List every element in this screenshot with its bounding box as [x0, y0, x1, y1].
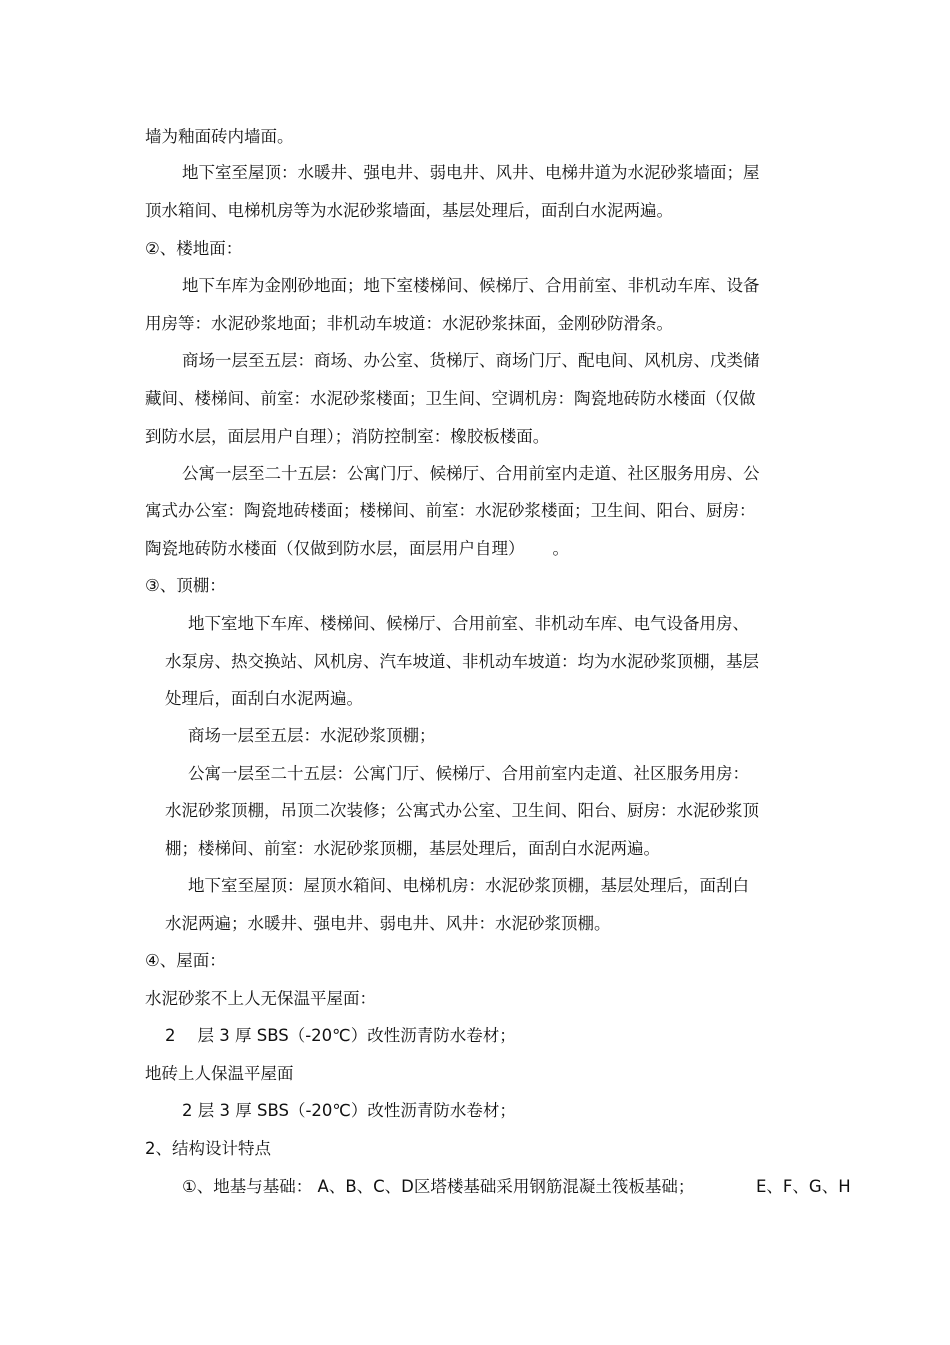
text-fragment: 陶瓷地砖防水楼面（仅做到防水层，面层用户自理）: [145, 539, 525, 558]
text-line: 寓式办公室：陶瓷地砖楼面；楼梯间、前室：水泥砂浆楼面；卫生间、阳台、厨房：: [145, 501, 756, 520]
section-heading: 2、结构设计特点: [145, 1139, 271, 1158]
text-line: [165, 1025, 516, 1047]
text-line: 水泵房、热交换站、风机房、汽车坡道、非机动车坡道：均为水泥砂浆顶棚，基层: [165, 652, 759, 671]
text-line: 墙为釉面砖内墙面。: [145, 127, 294, 146]
text-fragment: 层 3 厚 SBS（-20℃）改性沥青防水卷材；: [197, 1026, 516, 1045]
text-line: E、F、G、H: [756, 1177, 851, 1196]
text-line: 顶水箱间、电梯机房等为水泥砂浆墙面，基层处理后，面刮白水泥两遍。: [145, 201, 673, 220]
text-line: 地下室至屋顶：水暖井、强电井、弱电井、风井、电梯井道为水泥砂浆墙面；屋: [182, 163, 760, 182]
section-heading: ③、顶棚：: [145, 576, 226, 595]
section-heading: ④、屋面：: [145, 951, 226, 970]
text-line: 水泥两遍；水暖井、强电井、弱电井、风井：水泥砂浆顶棚。: [165, 914, 611, 933]
text-line: 到防水层，面层用户自理）；消防控制室：橡胶板楼面。: [145, 427, 550, 446]
text-line: 2 层 3 厚 SBS（-20℃）改性沥青防水卷材；: [182, 1101, 516, 1120]
text-line: 地下室至屋顶：屋顶水箱间、电梯机房：水泥砂浆顶棚，基层处理后，面刮白: [188, 876, 749, 895]
text-line: 商场一层至五层：水泥砂浆顶棚；: [188, 726, 436, 745]
text-line: 公寓一层至二十五层：公寓门厅、候梯厅、合用前室内走道、社区服务用房、公: [182, 464, 760, 483]
text-line: [145, 538, 569, 560]
section-heading: ②、楼地面：: [145, 239, 243, 258]
text-fragment: 2: [165, 1026, 176, 1045]
text-line: 地下车库为金刚砂地面；地下室楼梯间、候梯厅、合用前室、非机动车库、设备: [182, 276, 760, 295]
text-line: 藏间、楼梯间、前室：水泥砂浆楼面；卫生间、空调机房：陶瓷地砖防水楼面（仅做: [145, 389, 756, 408]
text-line: 处理后，面刮白水泥两遍。: [165, 689, 363, 708]
text-line: 用房等：水泥砂浆地面；非机动车坡道：水泥砂浆抹面，金刚砂防滑条。: [145, 314, 673, 333]
period-mark: 。: [552, 539, 569, 558]
text-line: 地砖上人保温平屋面: [145, 1064, 294, 1083]
text-line: 水泥砂浆顶棚，吊顶二次装修；公寓式办公室、卫生间、阳台、厨房：水泥砂浆顶: [165, 801, 759, 820]
text-line: ①、地基与基础： A、B、C、D区塔楼基础采用钢筋混凝土筏板基础；: [182, 1177, 695, 1196]
text-line: 水泥砂浆不上人无保温平屋面：: [145, 989, 376, 1008]
text-line: 地下室地下车库、楼梯间、候梯厅、合用前室、非机动车库、电气设备用房、: [188, 614, 749, 633]
text-line: 棚；楼梯间、前室：水泥砂浆顶棚，基层处理后，面刮白水泥两遍。: [165, 839, 660, 858]
text-line: 商场一层至五层：商场、办公室、货梯厅、商场门厅、配电间、风机房、戊类储: [182, 351, 760, 370]
text-line: 公寓一层至二十五层：公寓门厅、候梯厅、合用前室内走道、社区服务用房：: [188, 764, 749, 783]
